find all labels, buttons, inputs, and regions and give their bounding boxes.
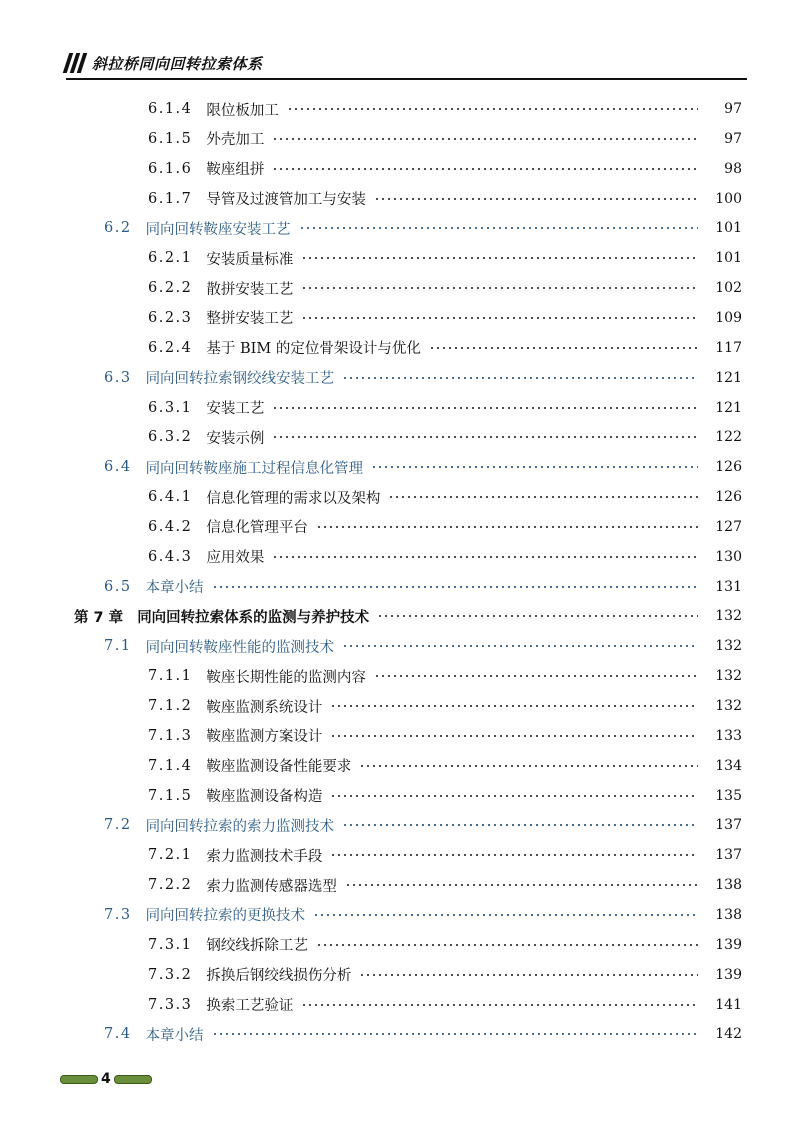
toc-entry-title: 鞍座监测设备性能要求 — [206, 759, 352, 776]
toc-entry-page: 132 — [715, 668, 742, 685]
toc-entry[interactable] — [148, 157, 742, 181]
toc-entry[interactable] — [148, 425, 742, 449]
toc-dot-leader — [272, 436, 698, 438]
toc-entry-number: 6.1.6 — [148, 160, 193, 177]
toc-dot-leader — [299, 227, 698, 229]
toc-entry-page: 131 — [715, 578, 742, 595]
toc-entry-title: 外壳加工 — [206, 132, 265, 149]
toc-entry-title: 同向回转鞍座施工过程信息化管理 — [145, 460, 364, 477]
toc-entry-page: 101 — [715, 250, 742, 267]
toc-entry-title: 鞍座监测系统设计 — [206, 699, 323, 716]
toc-entry[interactable] — [148, 993, 742, 1017]
toc-entry[interactable] — [148, 187, 742, 211]
toc-entry-number: 6.2.4 — [148, 339, 193, 356]
toc-entry-number: 7.1 — [104, 638, 132, 655]
toc-entry-number: 7.3.2 — [148, 966, 193, 983]
toc-entry-title: 安装工艺 — [206, 401, 265, 417]
toc-dot-leader — [287, 108, 698, 110]
toc-entry-page: 98 — [724, 160, 742, 177]
footer-pill-left-icon — [60, 1075, 98, 1084]
toc-dot-leader — [272, 168, 698, 170]
toc-entry-page: 109 — [715, 309, 742, 326]
toc-entry-number: 6.2.1 — [148, 250, 193, 267]
toc-entry[interactable] — [104, 903, 742, 927]
toc-entry-title: 导管及过渡管加工与安装 — [206, 192, 366, 209]
toc-dot-leader — [313, 914, 698, 916]
toc-entry[interactable] — [104, 366, 742, 390]
toc-entry-number: 6.2 — [104, 220, 132, 237]
toc-entry-number: 6.3 — [104, 369, 132, 386]
toc-entry-page: 138 — [715, 906, 742, 923]
toc-entry-page: 97 — [724, 130, 742, 147]
toc-entry-page: 138 — [715, 877, 742, 894]
toc-dot-leader — [212, 1033, 698, 1035]
toc-entry-number: 6.3.1 — [148, 399, 193, 416]
toc-entry-number: 6.4.3 — [148, 548, 193, 565]
toc-entry[interactable] — [104, 216, 742, 240]
toc-entry-page: 97 — [724, 101, 742, 117]
toc-entry-number: 7.1.5 — [148, 787, 193, 804]
toc-entry-page: 141 — [715, 996, 742, 1013]
toc-dot-leader — [374, 675, 698, 677]
toc-entry-title: 同向回转拉索的更换技术 — [145, 908, 306, 925]
toc-entry-title: 本章小结 — [145, 580, 204, 597]
toc-entry-number: 6.2.3 — [148, 309, 193, 326]
toc-entry-title: 基于 BIM 的定位骨架设计与优化 — [206, 341, 421, 358]
toc-entry[interactable] — [148, 246, 742, 270]
toc-dot-leader — [342, 377, 698, 379]
toc-dot-leader — [301, 317, 698, 319]
footer-pill-right-icon — [114, 1075, 152, 1084]
toc-dot-leader — [371, 466, 698, 468]
toc-entry-number: 6.1.7 — [148, 190, 193, 207]
toc-entry-title: 拆换后钢绞线损伤分析 — [206, 968, 352, 985]
toc-entry[interactable] — [148, 963, 742, 987]
toc-entry-title: 索力监测技术手段 — [206, 848, 323, 865]
toc-entry[interactable] — [148, 515, 742, 539]
toc-entry-page: 135 — [715, 787, 742, 804]
toc-dot-leader — [330, 854, 698, 856]
toc-entry-number: 6.4.1 — [148, 489, 193, 506]
page-footer — [60, 1071, 152, 1087]
toc-entry[interactable] — [148, 545, 742, 569]
toc-dot-leader — [345, 884, 698, 886]
toc-entry-number: 7.1.3 — [148, 727, 193, 744]
toc-dot-leader — [316, 944, 698, 946]
toc-entry-title: 限位板加工 — [206, 102, 279, 119]
toc-entry-page: 117 — [715, 339, 742, 356]
toc-entry[interactable] — [148, 396, 742, 420]
toc-entry-title: 同向回转拉索的索力监测技术 — [145, 818, 335, 835]
toc-entry[interactable] — [104, 1022, 742, 1046]
toc-entry-title: 同向回转鞍座性能的监测技术 — [145, 639, 335, 656]
toc-dot-leader — [301, 287, 698, 289]
toc-entry-page: 137 — [715, 847, 742, 864]
toc-entry-page: 121 — [715, 369, 742, 386]
toc-dot-leader — [301, 257, 698, 259]
toc-entry-number: 6.1.5 — [148, 130, 193, 147]
toc-dot-leader — [330, 705, 698, 707]
toc-entry-page: 127 — [715, 518, 742, 535]
toc-entry-title: 整拼安装工艺 — [206, 311, 294, 328]
toc-entry-number: 7.1.2 — [148, 698, 193, 714]
toc-entry-page: 142 — [715, 1026, 742, 1043]
toc-dot-leader — [342, 645, 698, 647]
toc-entry[interactable] — [148, 306, 742, 330]
toc-entry-number: 7.2.1 — [148, 847, 193, 864]
toc-entry-title: 索力监测传感器选型 — [206, 878, 337, 895]
toc-entry[interactable] — [148, 336, 742, 360]
toc-entry[interactable] — [148, 485, 742, 509]
toc-entry-number: 7.1.1 — [148, 668, 193, 685]
toc-entry[interactable] — [74, 604, 742, 628]
toc-dot-leader — [374, 198, 698, 200]
header-bars-icon — [66, 53, 84, 73]
toc-dot-leader — [212, 586, 698, 588]
toc-entry-number: 7.3 — [104, 906, 132, 923]
toc-dot-leader — [272, 407, 698, 409]
toc-entry[interactable] — [148, 873, 742, 897]
toc-entry-number: 6.4 — [104, 459, 132, 476]
toc-entry-page: 133 — [715, 727, 742, 744]
toc-entry[interactable] — [148, 754, 742, 778]
toc-entry[interactable] — [148, 843, 742, 867]
toc-entry-number: 6.5 — [104, 578, 132, 595]
toc-dot-leader — [316, 526, 698, 528]
toc-entry-title: 信息化管理的需求以及架构 — [206, 490, 381, 507]
toc-entry-number: 7.2 — [104, 817, 132, 834]
toc-entry[interactable] — [104, 813, 742, 837]
toc-entry-page: 126 — [715, 459, 742, 476]
toc-entry[interactable] — [104, 634, 742, 658]
toc-entry-title: 鞍座长期性能的监测内容 — [206, 669, 366, 686]
toc-entry-page: 102 — [715, 280, 742, 297]
toc-dot-leader — [342, 824, 698, 826]
toc-dot-leader — [359, 765, 698, 767]
toc-entry-title: 钢绞线拆除工艺 — [206, 938, 308, 955]
toc-entry-title: 同向回转拉索体系的监测与养护技术 — [137, 609, 370, 626]
toc-entry-title: 同向回转拉索钢绞线安装工艺 — [145, 371, 335, 388]
toc-entry-number: 第 7 章 — [74, 609, 124, 626]
toc-entry-number: 7.1.4 — [148, 757, 193, 774]
toc-entry-page: 100 — [715, 190, 742, 207]
toc-entry-title: 鞍座监测方案设计 — [206, 729, 323, 746]
toc-dot-leader — [388, 496, 698, 498]
toc-dot-leader — [272, 138, 698, 140]
toc-dot-leader — [377, 615, 698, 617]
book-title: 斜拉桥同向回转拉索体系 — [92, 54, 263, 73]
toc-entry[interactable] — [148, 97, 742, 121]
toc-entry-number: 6.1.4 — [148, 101, 193, 117]
toc-entry-page: 101 — [715, 220, 742, 237]
toc-entry-title: 鞍座组拼 — [206, 162, 265, 179]
toc-entry[interactable] — [148, 933, 742, 957]
header-rule — [66, 78, 747, 80]
toc-entry[interactable] — [148, 276, 742, 300]
toc-entry-page: 139 — [715, 936, 742, 953]
toc-entry-page: 132 — [715, 638, 742, 655]
toc-entry-title: 同向回转鞍座安装工艺 — [145, 221, 291, 238]
toc-entry-title: 散拼安装工艺 — [206, 281, 294, 298]
toc-entry[interactable] — [148, 784, 742, 808]
toc-entry[interactable] — [104, 455, 742, 479]
toc-entry-number: 7.3.3 — [148, 996, 193, 1013]
running-header — [66, 50, 263, 76]
toc-entry-page: 121 — [715, 399, 742, 416]
toc-entry-number: 7.4 — [104, 1026, 132, 1043]
toc-dot-leader — [301, 1004, 698, 1006]
toc-entry[interactable] — [148, 664, 742, 688]
toc-entry-title: 信息化管理平台 — [206, 520, 308, 537]
toc-entry-page: 134 — [715, 757, 742, 774]
toc-dot-leader — [330, 735, 698, 737]
toc-entry-page: 132 — [715, 608, 742, 625]
toc-entry-page: 126 — [715, 489, 742, 506]
toc-entry-page: 132 — [715, 698, 742, 714]
page-number: 4 — [101, 1071, 111, 1087]
toc-entry-title: 应用效果 — [206, 550, 265, 567]
toc-entry-number: 7.3.1 — [148, 936, 193, 953]
toc-entry-number: 6.4.2 — [148, 518, 193, 535]
toc-entry-title: 换索工艺验证 — [206, 998, 294, 1014]
toc-entry-page: 130 — [715, 548, 742, 565]
toc-entry[interactable] — [148, 694, 742, 718]
toc-dot-leader — [272, 556, 698, 558]
toc-entry-page: 139 — [715, 966, 742, 983]
toc-entry[interactable] — [104, 575, 742, 599]
toc-entry-title: 安装质量标准 — [206, 251, 294, 268]
toc-entry-number: 6.2.2 — [148, 280, 193, 297]
toc-entry-page: 137 — [715, 817, 742, 834]
toc-entry-title: 本章小结 — [145, 1027, 204, 1044]
toc-entry-number: 7.2.2 — [148, 877, 193, 894]
toc-entry-title: 鞍座监测设备构造 — [206, 789, 323, 806]
toc-dot-leader — [330, 795, 698, 797]
toc-entry[interactable] — [148, 127, 742, 151]
toc-entry-title: 安装示例 — [206, 430, 265, 447]
toc-entry[interactable] — [148, 724, 742, 748]
toc-entry-number: 6.3.2 — [148, 429, 193, 446]
toc-dot-leader — [429, 347, 698, 349]
toc-entry-page: 122 — [715, 429, 742, 446]
toc-dot-leader — [359, 974, 698, 976]
